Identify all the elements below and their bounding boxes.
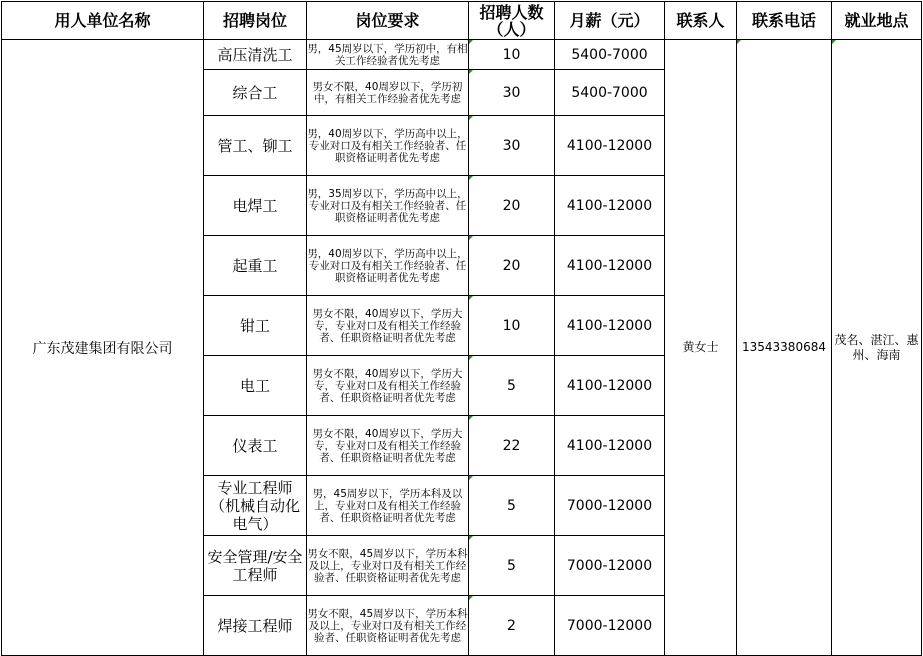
position-cell: 管工、铆工 [204,116,307,176]
header-requirement: 岗位要求 [307,2,469,40]
requirement-cell: 男，45周岁以下，学历本科及以上，专业对口及有相关工作经验者、任职资格证明者优先考虑 [307,476,469,536]
header-salary: 月薪（元） [555,2,665,40]
table-row [2,40,922,70]
requirement-cell: 男女不限，45周岁以下，学历本科及以上，专业对口及有相关工作经验者、任职资格证明者优先考虑 [307,536,469,596]
position-cell: 专业工程师（机械自动化电气） [204,476,307,536]
company-name-cell: 广东茂建集团有限公司 [2,40,204,656]
salary-cell: 4100-12000 [555,116,665,176]
contact-person-cell: 黄女士 [665,40,737,656]
position-cell: 安全管理/安全工程师 [204,536,307,596]
contact-phone-cell: 13543380684 [737,40,832,656]
requirement-cell: 男女不限，40周岁以下，学历大专，专业对口及有相关工作经验者、任职资格证明者优先考虑 [307,356,469,416]
header-position: 招聘岗位 [204,2,307,40]
salary-cell: 7000-12000 [555,536,665,596]
count-cell: 30 [469,70,555,116]
requirement-cell: 男，40周岁以下，学历高中以上，专业对口及有相关工作经验者、任职资格证明者优先考虑 [307,236,469,296]
header-count: 招聘人数（人） [469,2,555,40]
requirement-cell: 男女不限，40周岁以下，学历大专，专业对口及有相关工作经验者、任职资格证明者优先考虑 [307,296,469,356]
position-cell: 钳工 [204,296,307,356]
header-row [2,2,922,40]
position-cell: 高压清洗工 [204,40,307,70]
count-cell: 22 [469,416,555,476]
position-cell: 起重工 [204,236,307,296]
header-company: 用人单位名称 [2,2,204,40]
count-cell: 5 [469,356,555,416]
count-cell: 20 [469,236,555,296]
position-cell: 电焊工 [204,176,307,236]
count-cell: 10 [469,40,555,70]
position-cell: 综合工 [204,70,307,116]
position-cell: 仪表工 [204,416,307,476]
count-cell: 5 [469,536,555,596]
header-location: 就业地点 [832,2,922,40]
position-cell: 电工 [204,356,307,416]
count-cell: 10 [469,296,555,356]
requirement-cell: 男女不限，40周岁以下，学历初中，有相关工作经验者优先考虑 [307,70,469,116]
salary-cell: 5400-7000 [555,40,665,70]
salary-cell: 7000-12000 [555,476,665,536]
requirement-cell: 男，40周岁以下，学历高中以上，专业对口及有相关工作经验者、任职资格证明者优先考虑 [307,116,469,176]
salary-cell: 4100-12000 [555,356,665,416]
requirement-cell: 男女不限，45周岁以下，学历本科及以上，专业对口及有相关工作经验者、任职资格证明者优先考虑 [307,596,469,656]
salary-cell: 4100-12000 [555,416,665,476]
requirement-cell: 男女不限，40周岁以下，学历大专，专业对口及有相关工作经验者、任职资格证明者优先考虑 [307,416,469,476]
recruitment-table [1,1,922,656]
salary-cell: 4100-12000 [555,296,665,356]
work-location-cell: 茂名、湛江、惠州、海南 [832,40,922,656]
count-cell: 30 [469,116,555,176]
requirement-cell: 男，45周岁以下，学历初中，有相关工作经验者优先考虑 [307,40,469,70]
count-cell: 5 [469,476,555,536]
salary-cell: 4100-12000 [555,176,665,236]
header-contact: 联系人 [665,2,737,40]
count-cell: 2 [469,596,555,656]
position-cell: 焊接工程师 [204,596,307,656]
salary-cell: 4100-12000 [555,236,665,296]
header-phone: 联系电话 [737,2,832,40]
requirement-cell: 男，35周岁以下，学历高中以上，专业对口及有相关工作经验者、任职资格证明者优先考虑 [307,176,469,236]
count-cell: 20 [469,176,555,236]
salary-cell: 7000-12000 [555,596,665,656]
salary-cell: 5400-7000 [555,70,665,116]
